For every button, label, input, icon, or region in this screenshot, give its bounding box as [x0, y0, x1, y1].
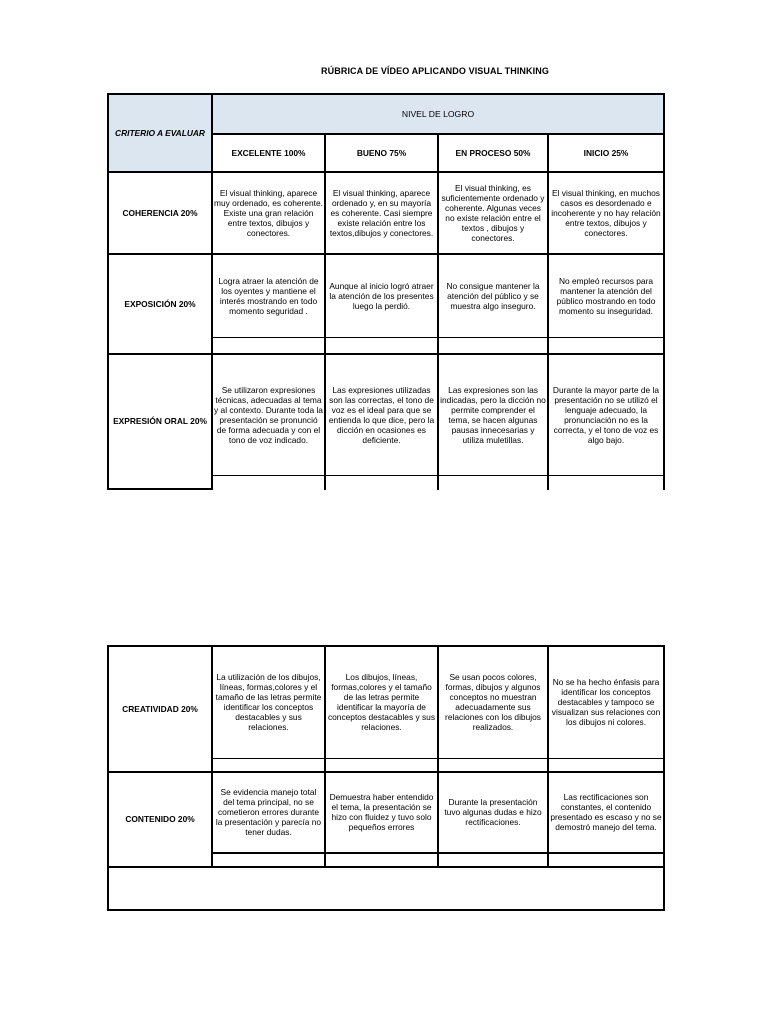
document-title: RÚBRICA DE VÍDEO APLICANDO VISUAL THINKING	[321, 66, 549, 76]
divider	[547, 133, 549, 490]
divider	[437, 133, 439, 490]
rubric-cell: Las expresiones son las indicadas, pero la dicción no permite comprender el tema, se hacen algunas pausas innecesarias y utiliza muletillas.	[440, 385, 546, 445]
rubric-cell: La utilización de los dibujos, líneas, formas,colores y el tamaño de las letras permite identificar los conceptos destacables y sus relaciones.	[215, 672, 322, 732]
divider	[107, 93, 665, 95]
rubric-cell: No consigue mantener la atención del público y se muestra algo inseguro.	[446, 281, 540, 311]
criterion-contenido: CONTENIDO 20%	[125, 814, 195, 824]
rubric-cell: El visual thinking, es suficientemente ordenado y coherente. Algunas veces no existe relación entre el textos , dibujos y conectores.	[441, 183, 545, 243]
divider	[212, 337, 665, 338]
rubric-cell: Durante la mayor parte de la presentación no se utilizó el lenguaje adecuado, la pronunciación no es la correcta, y el tono de voz es algo bajo.	[552, 385, 660, 445]
divider	[324, 133, 326, 490]
level-header-inicio: INICIO 25%	[583, 148, 629, 158]
divider	[212, 758, 665, 759]
rubric-cell: Los dibujos, líneas, formas,colores y el tamaño de las letras permite identificar la mayoría de conceptos destacables y sus relaciones.	[327, 672, 436, 732]
criterion-creatividad: CREATIVIDAD 20%	[122, 704, 198, 714]
criterion-coherencia: COHERENCIA 20%	[122, 208, 198, 218]
divider	[107, 93, 109, 490]
rubric-cell: El visual thinking, aparece muy ordenado, es coherente. Existe una gran relación entre textos, dibujos y conectores.	[214, 188, 323, 238]
level-header-bueno: BUENO 75%	[356, 148, 407, 158]
divider	[107, 645, 665, 647]
rubric-cell: Se utilizaron expresiones técnicas, adecuadas al tema y al contexto. Durante toda la presentación se pronunció de forma adecuada y con el tono de voz indicado.	[214, 385, 323, 445]
divider	[211, 645, 213, 867]
rubric-cell: El visual thinking, en muchos casos es desordenado e incoherente y no hay relación entre textos, dibujos y conectores.	[551, 188, 661, 238]
divider	[107, 488, 213, 490]
divider	[107, 253, 665, 255]
rubric-cell: No se ha hecho énfasis para identificar los conceptos destacables y tampoco se visualizan sus relaciones con los dibujos ni colores.	[551, 677, 661, 727]
rubric-cell: No empleó recursos para mantener la atención del público mostrando en todo momento su inseguridad.	[556, 276, 656, 316]
level-header-en-proceso: EN PROCESO 50%	[455, 148, 531, 158]
divider	[212, 133, 665, 135]
divider	[663, 645, 665, 911]
criterion-header: CRITERIO A EVALUAR	[108, 94, 212, 172]
divider	[107, 353, 665, 355]
rubric-cell: Las expresiones utilizadas son las correctas, el tono de voz es el ideal para que se entienda lo que dice, pero la dicción en ocasiones es deficiente.	[328, 385, 435, 445]
rubric-cell: El visual thinking, aparece ordenado y, en su mayoría es coherente. Casi siempre existe relación entre los textos,dibujos y conectores.	[329, 188, 434, 238]
divider	[663, 93, 665, 490]
rubric-cell: Las rectificaciones son constantes, el contenido presentado es escaso y no se demostró manejo del tema.	[550, 792, 662, 832]
divider	[107, 866, 665, 868]
rubric-cell: Se usan pocos colores, formas, dibujos y algunos conceptos no muestran adecuadamente sus relaciones con los dibujos realizados.	[445, 672, 541, 732]
rubric-cell: Logra atraer la atención de los oyentes y mantiene el interés mostrando en todo momento seguridad .	[218, 276, 319, 316]
rubric-cell: Demuestra haber entendido el tema, la presentación se hizo con fluidez y tuvo solo pequeños errores	[329, 792, 434, 832]
divider	[324, 645, 326, 867]
divider	[107, 771, 665, 773]
criterion-exposicion: EXPOSICIÓN 20%	[124, 299, 196, 309]
rubric-cell: Se evidencia manejo total del tema principal, no se cometieron errores durante la presentación y parecía no tener dudas.	[215, 787, 322, 837]
divider	[211, 93, 213, 490]
divider	[547, 645, 549, 867]
divider	[212, 475, 665, 476]
rubric-cell: Aunque al inicio logró atraer la atención de los presentes luego la perdió.	[329, 281, 434, 311]
divider	[212, 852, 665, 854]
divider	[107, 171, 665, 173]
divider	[107, 909, 665, 911]
rubric-cell: Durante la presentación tuvo algunas dudas e hizo rectificaciones.	[444, 797, 542, 827]
criterion-expresion-oral: EXPRESIÓN ORAL 20%	[113, 416, 207, 426]
level-header-excelente: EXCELENTE 100%	[231, 148, 306, 158]
divider	[107, 645, 109, 911]
divider	[437, 645, 439, 867]
level-header: NIVEL DE LOGRO	[212, 94, 664, 134]
